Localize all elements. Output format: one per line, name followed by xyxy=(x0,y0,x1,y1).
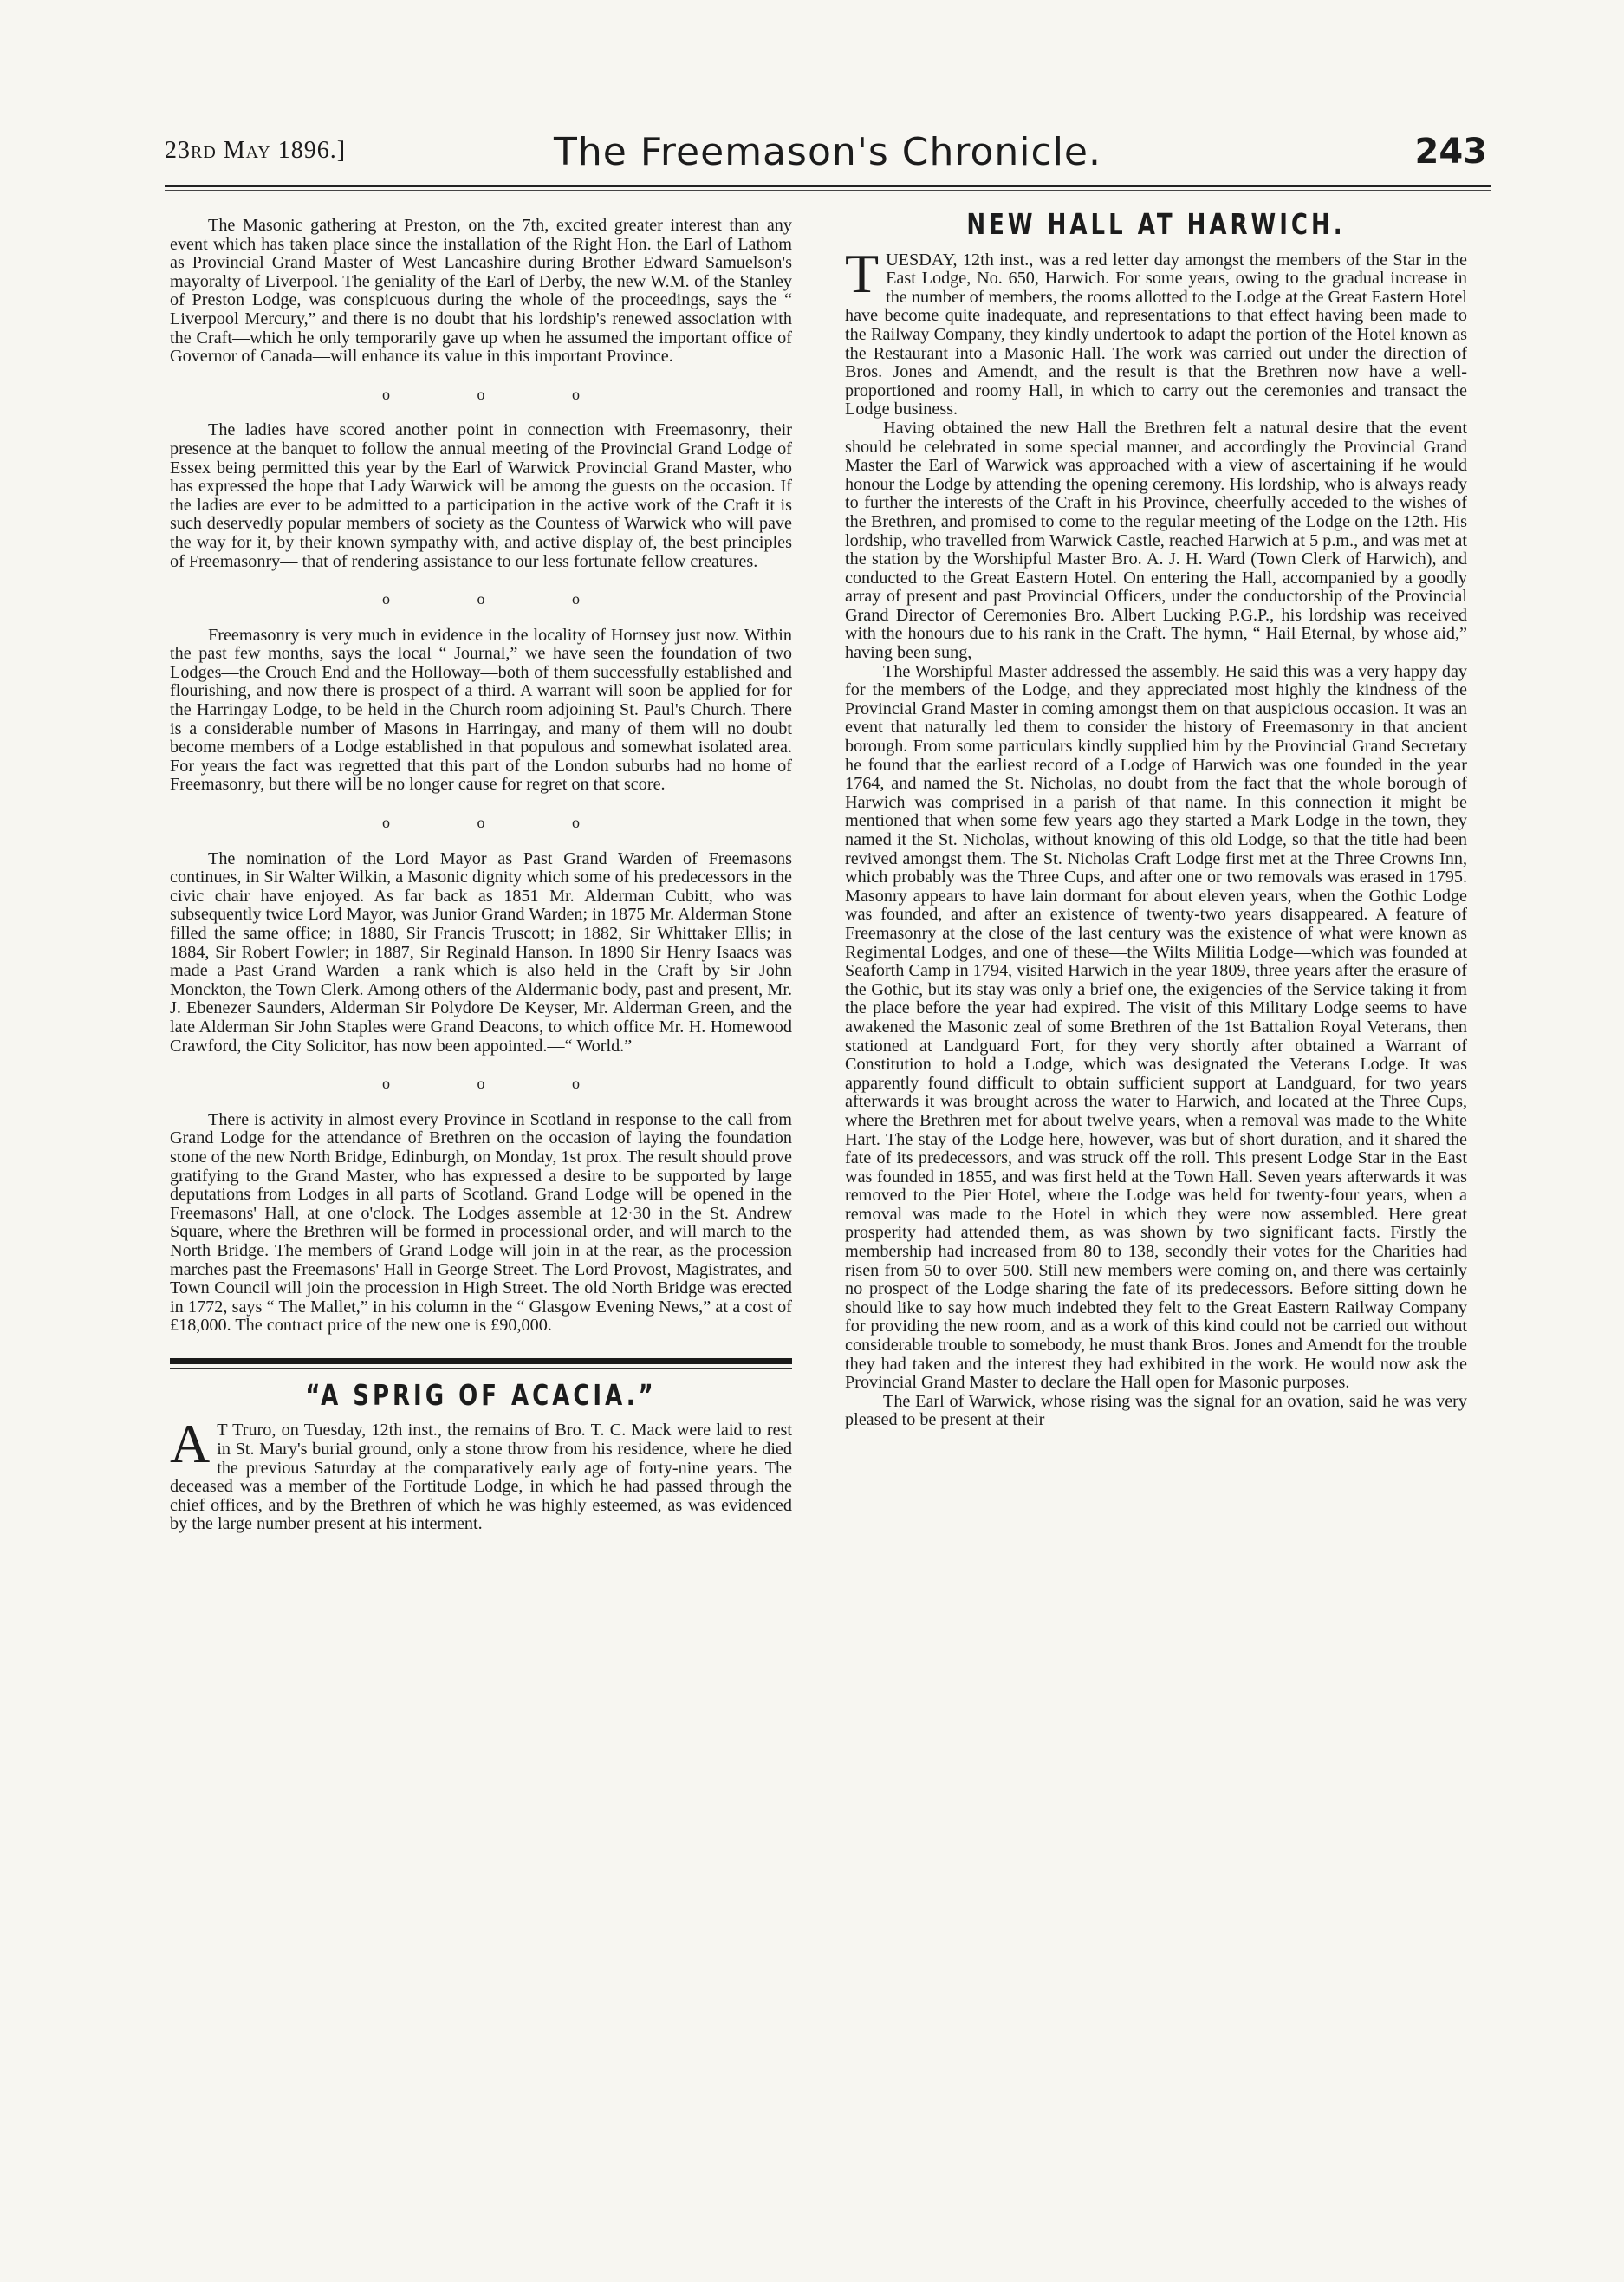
article-hornsey: Freemasonry is very much in evidence in the locality of Hornsey just now. Within the past few months, says the local “ Journal,” we have seen the foundation of two Lodges—the Crouch End and the Holloway—both of them successfully established and flourishing, and now there is prospect of a third. A warrant will soon be applied for for the Harringay Lodge, to be held in the Church room adjoining St. Paul's Church. There is a considerable number of Masons in Harringay, and many of them will no doubt become members of a Lodge established in that populous and somewhat isolated area. For years the fact was regretted that this part of the London suburbs had no home of Freemasonry, but there will be no longer cause for regret on that score. xyxy=(170,625,792,795)
article-preston: The Masonic gathering at Preston, on the 7th, excited greater interest than any event which has taken place since the installation of the Right Hon. the Earl of Lathom as Provincial Grand Master of West Lancashire during Brother Edward Samuelson's mayoralty of Liverpool. The geniality of the Earl of Derby, the new W.M. of the Stanley of Preston Lodge, was conspicuous during the whole of the proceedings, says the “ Liverpool Mercury,” and there is no doubt that his lordship's renewed association with the Craft—which he only temporarily gave up when he assumed the important office of Governor of Canada—will enhance its value in this important Province. xyxy=(170,216,792,367)
page-number: 243 xyxy=(1414,132,1487,172)
header-rule xyxy=(165,185,1491,187)
header-rule-thin xyxy=(165,190,1491,191)
publication-title: The Freemason's Chronicle. xyxy=(554,130,1101,174)
left-column xyxy=(170,217,792,1534)
masthead xyxy=(165,130,1491,182)
harwich-heading: NEW HALL AT HARWICH. xyxy=(966,209,1346,242)
issue-date: 23rd May 1896.] xyxy=(165,137,347,164)
article-ladies: The ladies have scored another point in connection with Freemasonry, their presence at the banquet to follow the annual meeting of the Provincial Grand Lodge of Essex being permitted this year by the Earl of Warwick Provincial Grand Master, who has expressed the hope that Lady Warwick will be among the guests on the occasion. If the ladies are ever to be admitted to a participation in the active work of the Craft it is such deservedly popular members of society as the Countess of Warwick who will pave the way for it, by their known sympathy with, and active display of, the best principles of Freemasonry— that of rendering assistance to our less fortunate fellow creatures. xyxy=(170,420,792,571)
acacia-article xyxy=(170,1413,792,1534)
harwich-lead-text: UESDAY, 12th inst., was a red letter day amongst the members of the Star in the East Lodge, No. 650, Harwich. For some years, owing to the gradual increase in the number of members, the rooms allotted to the Lodge at the Great Eastern Hotel have become quite inadequate, and representations to that effect having been made to the Railway Company, they kindly undertook to adapt the portion of the Hotel known as the Restaurant into a Masonic Hall. The work was carried out under the direction of Bros. Jones and Amendt, and the result is that the Brethren now have a well-proportioned and roomy Hall, in which to carry out the ceremonies and transact the Lodge business. xyxy=(845,250,1467,419)
right-column xyxy=(845,209,1467,1430)
article-lord-mayor: The nomination of the Lord Mayor as Past Grand Warden of Freemasons continues, in Sir Walter Wilkin, a Masonic dignity which some of his predecessors in the civic chair have enjoyed. As far back as 1851 Mr. Alderman Cubitt, who was subsequently twice Lord Mayor, was Junior Grand Warden; in 1875 Mr. Alderman Stone filled the same office; in 1880, Sir Francis Truscott; in 1882, Sir Whittaker Ellis; in 1884, Sir Robert Fowler; in 1887, Sir Reginald Hanson. In 1890 Sir Henry Isaacs was made a Past Grand Warden—a rank which is also held in the Craft by Sir John Monckton, the Town Clerk. Among others of the Aldermanic body, past and present, Mr. J. Ebenezer Saunders, Alderman Sir Polydore De Keyser, Mr. Alderman Green, and the late Alderman Sir John Staples were Grand Deacons, to which office Mr. H. Homewood Crawford, the City Solicitor, has now been appointed.—“ World.” xyxy=(170,848,792,1056)
harwich-paragraph: The Worshipful Master addressed the assembly. He said this was a very happy day for the members of the Lodge, and they appreciated most highly the kindness of the Provincial Grand Master in coming amongst them on that auspicious occasion. It was an event that naturally led them to consider the history of Freemasonry in that ancient borough. From some particulars kindly supplied him by the Provincial Grand Secretary he found that the earliest record of a Lodge of Harwich was one founded in the year 1764, and named the St. Nicholas, no doubt from the fact that the whole borough of Harwich was comprised in a parish of that name. In this connection it might be mentioned that when some few years ago they started a Mark Lodge in the town, they named it the St. Nicholas, without knowing of this old Lodge, so that the title had been revived amongst them. The St. Nicholas Craft Lodge first met at the Three Crowns Inn, which probably was the Three Cups, and after one or two removals was erased in 1795. Masonry appears to have lain dormant for about eleven years, when the Gothic Lodge was founded, and after an existence of twenty-two years disappeared. A feature of Freemasonry at the close of the last century was the existence of what were known as Regimental Lodges, and one of these—the Wilts Militia Lodge—which was founded at Seaforth Camp in 1794, visited Harwich in the year 1809, three years after the erasure of the Gothic, but its stay was only a brief one, the exigencies of the Service taking it from the place before the year had expired. The visit of this Military Lodge seems to have awakened the Masonic zeal of some Brethren of the 1st Battalion Royal Veterans, then stationed at Landguard Fort, for they very shortly after obtained a Warrant of Constitution to hold a Lodge, which was designated the Veterans Lodge. It was apparently found difficult to obtain sufficient support at Landguard, for two years afterwards it was brought across the water to Harwich, and located at the Three Cups, where the Brethren met for about twelve years, when a removal was made to the White Hart. The stay of the Lodge here, however, was but of short duration, and it shared the fate of its predecessors, and was struck off the roll. This present Lodge Star in the East was founded in 1855, and was first held at the Town Hall. Seven years afterwards it was removed to the Pier Hotel, where the Lodge was held for twenty-four years, when a removal was made to the Hotel in which they were now assembled. Here great prosperity had attended them, as was shown by two significant facts. Firstly the membership had increased from 80 to 138, secondly their votes for the Charities had risen from 50 to over 500. Still new members were coming on, and there was certainly no prospect of the Lodge sharing the fate of its predecessors. Before sitting down he should like to say how much indebted they felt to the Great Eastern Railway Company for providing the new room, and as a work of this kind could not be carried out without considerable trouble to somebody, he must thank Bros. Jones and Amendt for the trouble they had taken and the interest they had exhibited in the work. He would now ask the Provincial Grand Master to declare the Hall open for Masonic purposes. xyxy=(845,661,1467,1393)
acacia-text: T Truro, on Tuesday, 12th inst., the remains of Bro. T. C. Mack were laid to rest in St. Mary's burial ground, only a stone throw from his residence, where he died the previous Saturday at the comparatively early age of forty-nine years. The deceased was a member of the Fortitude Lodge, in which he had passed through the chief offices, and by the Brethren of which he was highly esteemed, as was evidenced by the large number present at his interment. xyxy=(170,1421,792,1534)
harwich-paragraph: The Earl of Warwick, whose rising was the signal for an ovation, said he was very pleased to be present at their xyxy=(845,1391,1467,1430)
harwich-paragraph: Having obtained the new Hall the Brethren felt a natural desire that the event should be celebrated in some special manner, and accordingly the Provincial Grand Master the Earl of Warwick was approached with a view of ascertaining if he would honour the Lodge by attending the opening ceremony. His lordship, who is always ready to further the interests of the Craft in his Province, cheerfully acceded to the wishes of the Brethren, and promised to come to the regular meeting of the Lodge on the 12th. His lordship, who travelled from Warwick Castle, reached Harwich at 5 p.m., and was met at the station by the Worshipful Master Bro. A. J. H. Ward (Town Clerk of Harwich), and conducted to the Great Eastern Hotel. On entering the Hall, accompanied by a goodly array of present and past Provincial Officers, under the conductorship of the Provincial Grand Director of Ceremonies Bro. Albert Lucking P.G.P., his lordship was received with the honours due to his rank in the Craft. The hymn, “ Hail Eternal, by whose aid,” having been sung, xyxy=(845,418,1467,663)
article-scotland: There is activity in almost every Province in Scotland in response to the call from Grand Lodge for the attendance of Brethren on the occasion of laying the foundation stone of the new North Bridge, Edinburgh, on Monday, 1st prox. The result should prove gratifying to the Grand Master, who has expressed a desire to be supported by large deputations from Lodges in all parts of Scotland. Grand Lodge will be opened in the Freemasons' Hall, at one o'clock. The Lodges assemble at 12·30 in the St. Andrew Square, where the Brethren will be formed in processional order, and will march to the North Bridge. The members of Grand Lodge will join in at the rear, as the procession marches past the Freemasons' Hall in George Street. The Lord Provost, Magistrates, and Town Council will join the procession in High Street. The old North Bridge was erected in 1772, says “ The Mallet,” in his column in the “ Glasgow Evening News,” at a cost of £18,000. The contract price of the new one is £90,000. xyxy=(170,1109,792,1336)
acacia-dropcap: A xyxy=(170,1413,211,1475)
section-rule-heavy xyxy=(170,1358,792,1364)
harwich-dropcap: T xyxy=(845,242,880,304)
harwich-lead xyxy=(845,242,1467,419)
section-separator: o o o xyxy=(382,1075,621,1093)
section-rule-thin xyxy=(170,1368,792,1369)
section-separator: o o o xyxy=(382,385,621,403)
acacia-heading: “A SPRIG OF ACACIA.” xyxy=(305,1379,657,1413)
section-separator: o o o xyxy=(382,590,621,608)
section-separator: o o o xyxy=(382,814,621,832)
